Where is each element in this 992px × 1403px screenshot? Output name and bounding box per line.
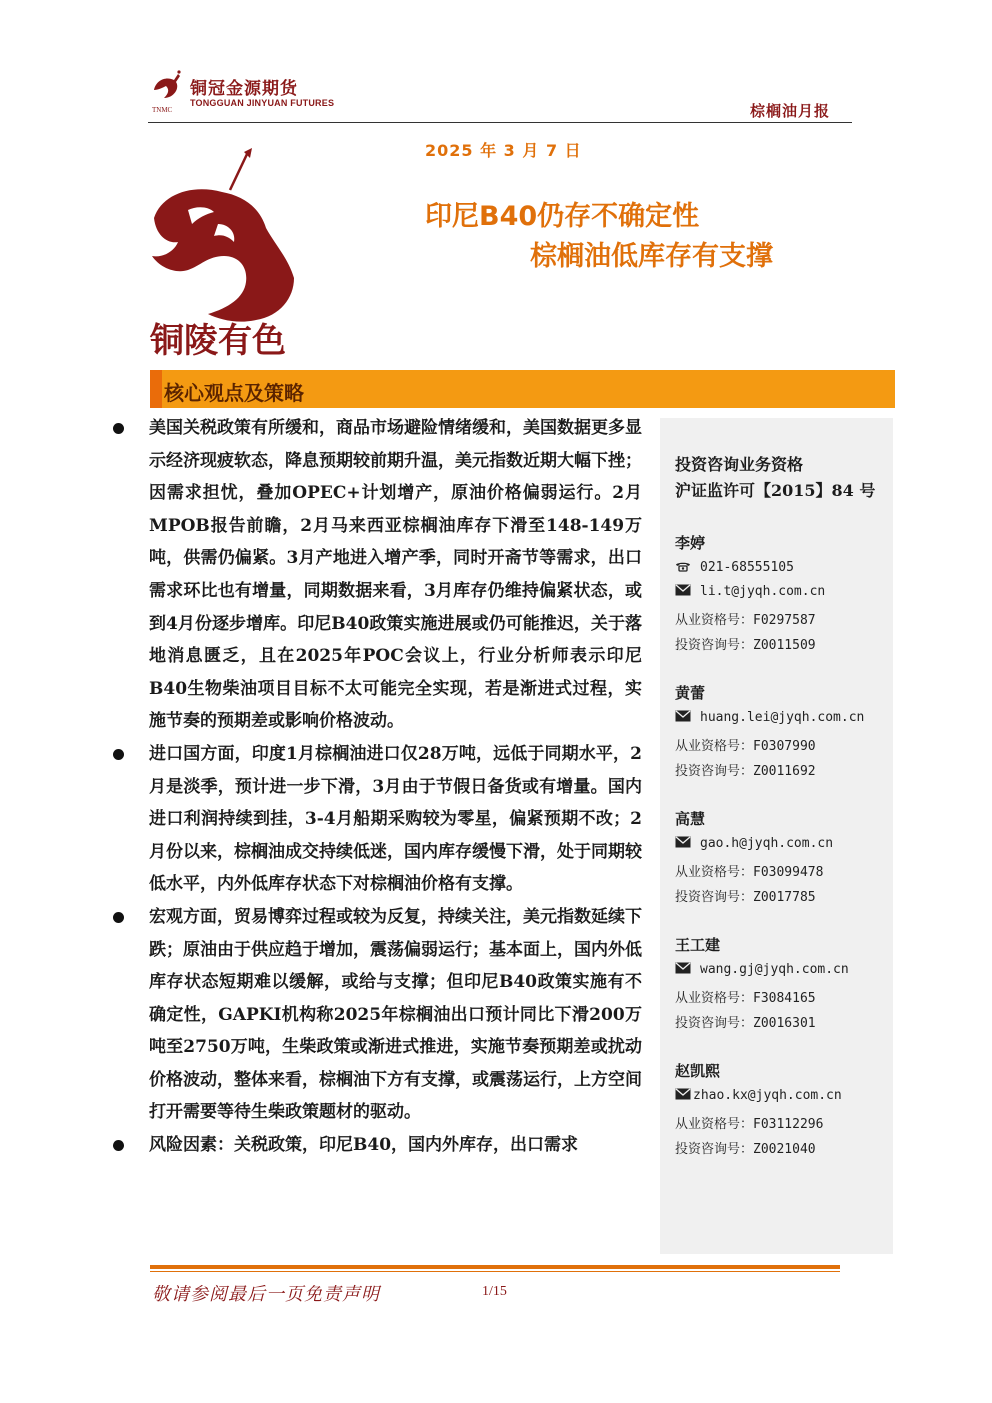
- bullet-item: [112, 738, 642, 901]
- analyst-qualification: 从业资格号：F0307990: [675, 739, 816, 754]
- header-divider: [148, 122, 852, 123]
- analyst-email[interactable]: [675, 836, 833, 851]
- page-number: 1/15: [482, 1284, 507, 1299]
- analyst-email[interactable]: [675, 584, 825, 599]
- mail-icon: [675, 584, 691, 596]
- analyst-email-text[interactable]: huang.lei@jyqh.com.cn: [700, 710, 865, 725]
- analyst-email[interactable]: [675, 1088, 842, 1103]
- analyst-advisory-number: 投资咨询号：Z0011509: [675, 638, 816, 653]
- report-title-line2: 棕榈油低库存有支撑: [530, 241, 773, 272]
- bullet-text: 宏观方面，贸易博弈过程或较为反复，持续关注，美元指数延续下跌；原油由于供应趋于增加，震荡偏弱运行；基本面上，国内外低库存状态短期难以缓解，或给与支撑；但印尼B40政策实施有不确定性，GAPKI机构称2025年棕榈油出口预计同比下滑200万吨至2750万吨，生柴政策或渐进式推进，实施节奏预期差或扰动价格波动，整体来看，棕榈油下方有支撑，或震荡运行，上方空间打开需要等待生柴政策题材的驱动。: [149, 906, 642, 1123]
- analyst-advisory-number: 投资咨询号：Z0017785: [675, 890, 816, 905]
- analyst-qualification: 从业资格号：F03099478: [675, 865, 824, 880]
- analyst-advisory-number: 投资咨询号：Z0011692: [675, 764, 816, 779]
- analyst-name: 赵凯熙: [675, 1062, 721, 1080]
- report-title-line1: 印尼B40仍存不确定性: [425, 201, 700, 232]
- footer-divider-thin: [150, 1271, 840, 1272]
- company-abbr: TNMC: [152, 106, 173, 114]
- analyst-email-text[interactable]: li.t@jyqh.com.cn: [700, 584, 826, 599]
- analyst-advisory-number: 投资咨询号：Z0016301: [675, 1016, 816, 1031]
- company-name-cn: 铜冠金源期货: [190, 79, 298, 99]
- company-name-en: TONGGUAN JINYUAN FUTURES: [190, 98, 335, 108]
- analyst-phone-text: 021-68555105: [700, 560, 794, 575]
- analyst-email[interactable]: [675, 710, 864, 725]
- bullet-text: 风险因素：关税政策，印尼B40，国内外库存，出口需求: [149, 1135, 579, 1156]
- core-points-list: [112, 412, 642, 1162]
- bullet-dot-icon: [113, 1140, 124, 1151]
- analyst-email[interactable]: [675, 962, 849, 977]
- analyst-email-text[interactable]: zhao.kx@jyqh.com.cn: [693, 1088, 842, 1103]
- emblem-text: 铜陵有色: [150, 321, 286, 360]
- analyst-qualification: 从业资格号：F03112296: [675, 1117, 824, 1132]
- mail-icon: [675, 836, 691, 848]
- license-title: 投资咨询业务资格: [675, 455, 804, 474]
- report-type: 棕榈油月报: [749, 102, 830, 120]
- bullet-item: [112, 901, 642, 1129]
- footer-divider-thick: [150, 1265, 840, 1269]
- analyst-advisory-number: 投资咨询号：Z0021040: [675, 1142, 816, 1157]
- bullet-dot-icon: [113, 912, 124, 923]
- mail-icon: [675, 1088, 691, 1100]
- analyst-name: 高慧: [675, 810, 706, 828]
- bullet-text: 美国关税政策有所缓和，商品市场避险情绪缓和，美国数据更多显示经济现疲软态，降息预期较前期升温，美元指数近期大幅下挫；因需求担忧，叠加OPEC+计划增产，原油价格偏弱运行。2月MPOB报告前瞻，2月马来西亚棕榈油库存下滑至148-149万吨，供需仍偏紧。3月产地进入增产季，同时开斋节等需求，出口需求环比也有增量，同期数据来看，3月库存仍维持偏紧状态，或到4月份逐步增库。印尼B40政策实施进展或仍可能推迟，关于落地消息匮乏，且在2025年POC会议上，行业分析师表示印尼B40生物柴油项目目标不太可能完全实现，若是渐进式过程，实施节奏的预期差或影响价格波动。: [149, 418, 642, 732]
- analyst-name: 王工建: [675, 936, 721, 954]
- section-header: [150, 370, 895, 408]
- analyst-email-text[interactable]: gao.h@jyqh.com.cn: [700, 836, 834, 851]
- analyst-qualification: 从业资格号：F3084165: [675, 991, 816, 1006]
- bullet-dot-icon: [113, 423, 124, 434]
- bullet-dot-icon: [113, 749, 124, 760]
- analyst-qualification: 从业资格号：F0297587: [675, 613, 816, 628]
- emblem-logo-icon: [148, 148, 296, 360]
- company-logo-icon: [150, 68, 186, 104]
- analyst-name: 黄蕾: [675, 684, 706, 702]
- disclaimer-link[interactable]: 敬请参阅最后一页免责声明: [152, 1284, 380, 1305]
- bullet-text: 进口国方面，印度1月棕榈油进口仅28万吨，远低于同期水平，2月是淡季，预计进一步下滑，3月由于节假日备货或有增量。国内进口利润持续到挂，3-4月船期采购较为零星，偏紧预期不改；2月份以来，棕榈油成交持续低迷，国内库存缓慢下滑，处于同期较低水平，内外低库存状态下对棕榈油价格有支撑。: [149, 743, 642, 895]
- section-title: 核心观点及策略: [164, 381, 304, 405]
- mail-icon: [675, 962, 691, 974]
- bullet-item: [112, 412, 642, 738]
- analyst-email-text[interactable]: wang.gj@jyqh.com.cn: [700, 962, 849, 977]
- section-accent: [150, 370, 162, 408]
- analyst-phone: [675, 560, 794, 575]
- report-date: 2025 年 3 月 7 日: [425, 141, 582, 160]
- mail-icon: [675, 710, 691, 722]
- bullet-item: [112, 1129, 642, 1162]
- license-number: 沪证监许可【2015】84 号: [675, 481, 876, 500]
- analyst-name: 李婷: [675, 534, 706, 552]
- phone-icon: [675, 560, 691, 572]
